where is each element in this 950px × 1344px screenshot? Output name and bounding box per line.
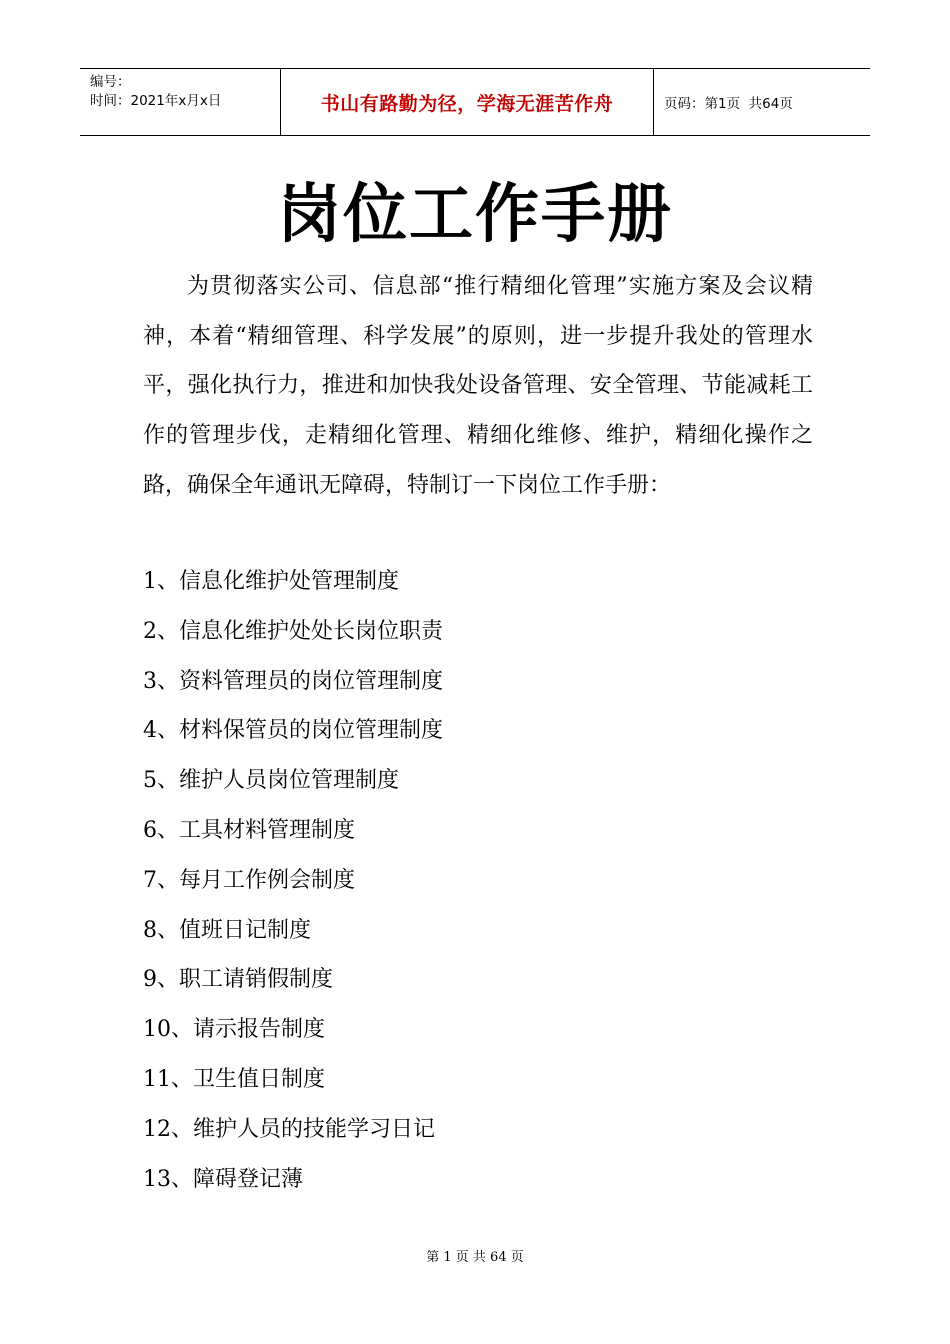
- list-item: 11、卫生值日制度: [143, 1066, 325, 1092]
- document-date: 时间：2021年x月x日: [90, 93, 222, 109]
- list-item: 7、每月工作例会制度: [143, 867, 355, 893]
- list-item: 4、材料保管员的岗位管理制度: [143, 718, 443, 744]
- list-item: 10、请示报告制度: [143, 1017, 325, 1043]
- list-item: 6、工具材料管理制度: [143, 817, 355, 843]
- list-item: 13、障碍登记薄: [143, 1166, 303, 1192]
- list-item: 5、维护人员岗位管理制度: [143, 768, 399, 794]
- header-meta-cell: [80, 69, 281, 135]
- list-item: 8、值班日记制度: [143, 917, 311, 943]
- header-page-info-cell: [654, 69, 870, 135]
- list-item: 3、资料管理员的岗位管理制度: [143, 668, 443, 694]
- header-motto: 书山有路勤为径，学海无涯苦作舟: [281, 69, 654, 135]
- header-page-info: 页码：第1页 共64页: [664, 96, 793, 112]
- list-item: 2、信息化维护处处长岗位职责: [143, 618, 443, 644]
- list-item: 1、信息化维护处管理制度: [143, 569, 399, 594]
- document-title: 岗位工作手册: [277, 178, 673, 252]
- list-item: 9、职工请销假制度: [143, 967, 333, 993]
- page-header: [80, 68, 870, 136]
- intro-paragraph: 为贯彻落实公司、信息部“推行精细化管理”实施方案及会议精神，本着“精细管理、科学发展”的原则，进一步提升我处的管理水平，强化执行力，推进和加快我处设备管理、安全管理、节能减耗工作的管理步伐，走精细化管理、精细化维修、维护，精细化操作之路，确保全年通讯无障碍，特制订一下岗位工作手册：: [143, 274, 813, 498]
- document-number-label: 编号：: [90, 74, 131, 90]
- list-item: 12、维护人员的技能学习日记: [143, 1116, 435, 1142]
- page-footer: 第 1 页 共 64 页: [426, 1250, 524, 1265]
- contents-list: [143, 557, 813, 1204]
